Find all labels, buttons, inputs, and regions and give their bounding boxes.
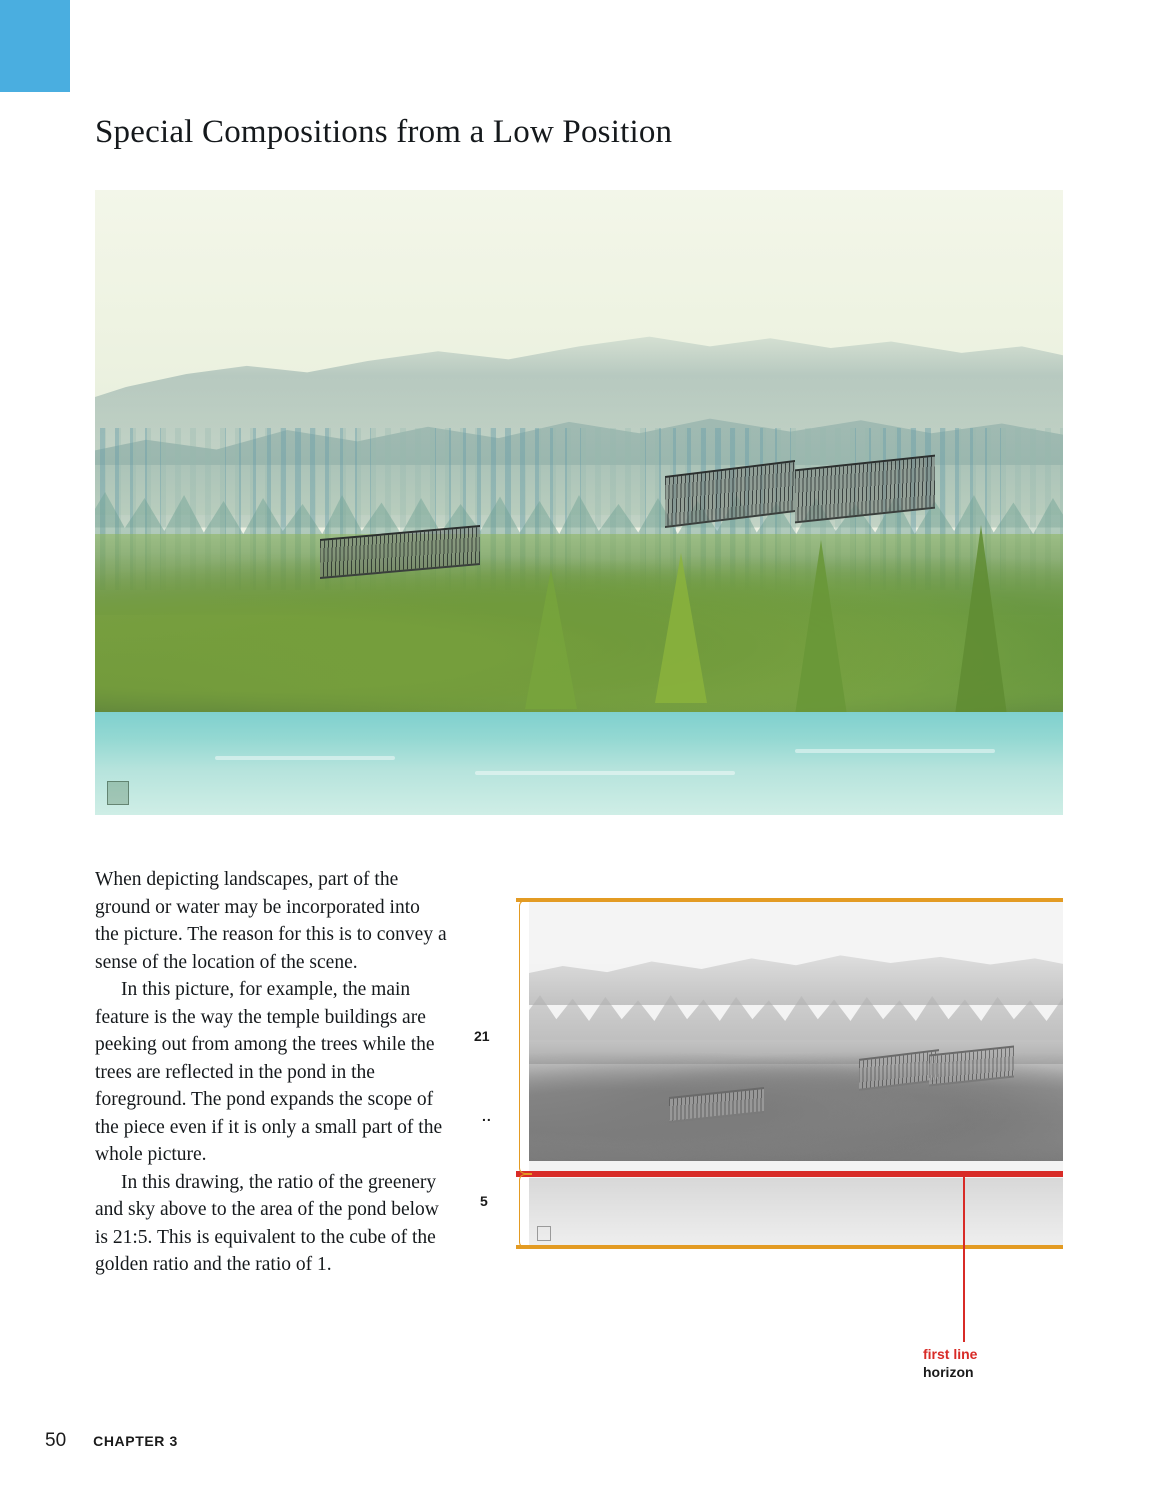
body-paragraph-2: In this picture, for example, the main feature is the way the temple buildings are peeking out from among the trees while the trees are reflected in the pond in the foreground. The pond expands the scope of the piece even if it is only a small part of the whole picture. [95,979,443,1165]
horizon-callout [923,1345,1123,1381]
page-footer [45,1430,178,1452]
ratio-label-separator: .. [482,1108,492,1124]
artwork-water-highlight [215,756,395,760]
ratio-diagram [474,890,1063,1380]
main-artwork-image [95,190,1063,815]
page-title: Special Compositions from a Low Position [95,114,673,151]
body-paragraph-1: When depicting landscapes, part of the ground or water may be incorporated into the picture. The reason for this is to convey a sense of the location of the scene. [95,869,447,973]
diagram-pond-water [529,1178,1063,1247]
artwork-conifer [525,569,577,709]
ratio-label-upper: 21 [474,1028,490,1044]
artwork-conifer [655,553,707,703]
page-number: 50 [45,1430,67,1451]
body-paragraph-3: In this drawing, the ratio of the greenery and sky above to the area of the pond below is 21:5. This is equivalent to the cube of the golden ratio and the ratio of 1. [95,1171,439,1275]
diagram-sky [529,902,1063,964]
ratio-brace-upper [519,900,532,1174]
body-text-column [95,866,448,1279]
artist-seal [107,781,129,805]
ratio-label-lower: 5 [480,1193,488,1209]
artwork-conifer [795,540,847,715]
diagram-bottom-rule [516,1245,1063,1249]
diagram-top-rule [516,898,1063,902]
artwork-foreground-forest [95,534,1063,734]
corner-accent-tab [0,0,70,92]
horizon-line [516,1171,1063,1177]
artwork-conifer [955,525,1007,715]
artwork-water-highlight [475,771,735,775]
chapter-label: CHAPTER 3 [93,1433,178,1449]
callout-leader-line [963,1177,965,1342]
artwork-pond-water [95,712,1063,815]
diagram-grayscale-artwork [529,902,1063,1247]
callout-subtitle: horizon [923,1364,974,1380]
diagram-artist-seal [537,1226,551,1241]
artwork-water-highlight [795,749,995,753]
callout-title: first line [923,1346,978,1362]
ratio-brace-lower [519,1174,532,1248]
